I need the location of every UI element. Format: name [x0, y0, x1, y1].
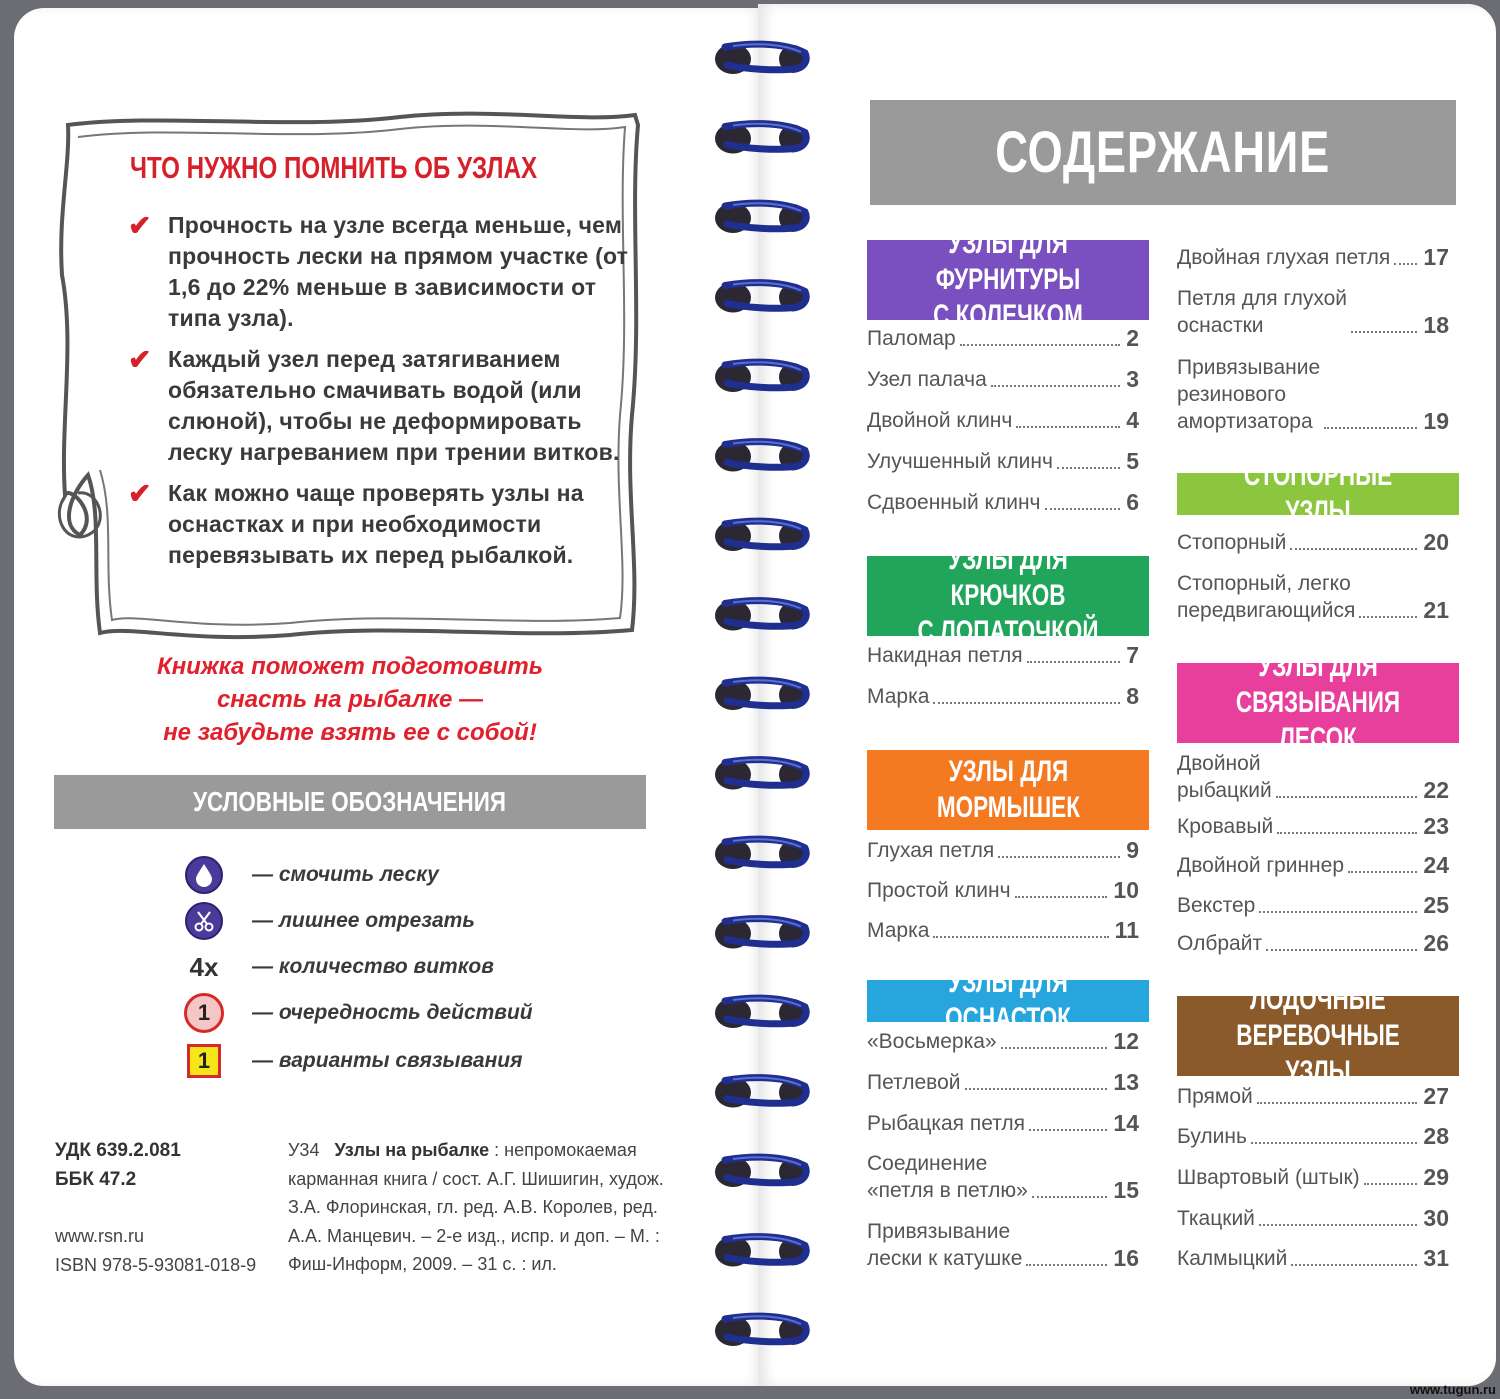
toc-entry-title: Марка — [867, 919, 930, 942]
toc-leader-dots — [960, 344, 1120, 346]
toc-entry[interactable] — [1177, 930, 1449, 957]
toc-page-number: 27 — [1423, 1083, 1449, 1109]
toc-entry-title: «Восьмерка» — [867, 1030, 997, 1053]
toc-leader-dots — [1027, 661, 1121, 663]
toc-page-number: 6 — [1126, 489, 1139, 515]
toc-entry[interactable] — [1177, 570, 1449, 624]
toc-leader-dots — [1324, 427, 1417, 429]
toc-entry-title: Сдвоенный клинч — [867, 491, 1041, 514]
toc-entry-title: Петля для глухой оснастки — [1177, 287, 1348, 337]
toc-entry[interactable] — [867, 683, 1139, 710]
remember-item: ✔ Прочность на узле всегда меньше, чем прочность лески на прямом участке (от 1,6 до 22% меньше в зависимости от типа узла). — [128, 210, 629, 331]
toc-entry[interactable] — [867, 325, 1139, 352]
toc-entry-title: Привязывание резинового амортизатора — [1177, 356, 1321, 433]
section-header: УЗЛЫ ДЛЯ ФУРНИТУРЫ С КОЛЕЧКОМ — [867, 240, 1149, 320]
toc-entry[interactable] — [867, 1069, 1139, 1096]
toc-entry-title: Векстер — [1177, 894, 1256, 917]
toc-page-number: 31 — [1423, 1245, 1449, 1271]
turns-count-icon: 4x — [189, 951, 219, 982]
toc-page-number: 3 — [1126, 366, 1139, 392]
toc-entry[interactable] — [867, 642, 1139, 669]
toc-entry-title: Двойной гриннер — [1177, 854, 1345, 877]
toc-leader-dots — [1351, 331, 1417, 333]
toc-leader-dots — [1257, 1102, 1418, 1104]
toc-entry[interactable] — [1177, 285, 1449, 339]
toc-page-number: 20 — [1423, 529, 1449, 555]
section-header: УЗЛЫ ДЛЯ СВЯЗЫВАНИЯ ЛЕСОК — [1177, 663, 1459, 743]
toc-entry[interactable] — [867, 1110, 1139, 1137]
contents-title: СОДЕРЖАНИЕ — [870, 100, 1456, 205]
toc-entry-title: Стопорный — [1177, 531, 1287, 554]
publisher-info: www.rsn.ru ISBN 978-5-93081-018-9 — [55, 1226, 257, 1275]
toc-page-number: 7 — [1126, 642, 1139, 668]
toc-leader-dots — [1032, 1196, 1108, 1198]
toc-leader-dots — [1290, 548, 1417, 550]
toc-entry[interactable] — [1177, 892, 1449, 919]
toc-entry[interactable] — [1177, 244, 1449, 271]
toc-page-number: 28 — [1423, 1123, 1449, 1149]
toc-leader-dots — [998, 856, 1120, 858]
toc-leader-dots — [965, 1088, 1108, 1090]
toc-page-number: 11 — [1114, 917, 1139, 943]
section-header: УЗЛЫ ДЛЯ КРЮЧКОВ С ЛОПАТОЧКОЙ — [867, 556, 1149, 636]
toc-entry-title: Привязывание лески к катушке — [867, 1220, 1023, 1270]
toc-entry[interactable] — [1177, 529, 1449, 556]
remember-list — [128, 210, 638, 581]
toc-leader-dots — [1348, 871, 1417, 873]
toc-page-number: 2 — [1126, 325, 1139, 351]
variant-icon: 1 — [187, 1044, 221, 1078]
toc-entry-title: Швартовый (штык) — [1177, 1166, 1360, 1189]
toc-leader-dots — [1016, 426, 1120, 428]
checkmark-icon: ✔ — [128, 478, 152, 509]
toc-page-number: 15 — [1113, 1177, 1139, 1203]
toc-entry-title: Двойной рыбацкий — [1177, 752, 1272, 802]
toc-leader-dots — [1364, 1183, 1418, 1185]
toc-entry-title: Улучшенный клинч — [867, 450, 1053, 473]
toc-entry-title: Накидная петля — [867, 644, 1023, 667]
toc-leader-dots — [1015, 896, 1108, 898]
section-header: УЗЛЫ ДЛЯ МОРМЫШЕК — [867, 750, 1149, 830]
toc-entry-title: Простой клинч — [867, 879, 1011, 902]
toc-leader-dots — [1001, 1047, 1108, 1049]
toc-leader-dots — [933, 702, 1120, 704]
toc-entry[interactable] — [1177, 750, 1449, 804]
toc-leader-dots — [1251, 1142, 1418, 1144]
toc-page-number: 4 — [1126, 407, 1139, 433]
toc-entry[interactable] — [867, 407, 1139, 434]
section-header: УЗЛЫ ДЛЯ ОСНАСТОК — [867, 980, 1149, 1022]
toc-entry[interactable] — [1177, 1205, 1449, 1232]
toc-entry[interactable] — [867, 877, 1139, 904]
toc-entry-title: Ткацкий — [1177, 1207, 1255, 1230]
bibliographic-record: У34 Узлы на рыбалке : непромокаемая карманная книга / сост. А.Г. Шишигин, худож. З.А. Флоринская, гл. ред. А.В. Королев, ред. А.А. Манцевич. – 2-е изд., испр. и доп. – М. : Фиш-Информ, 2009. – 31 с. : ил. — [288, 1140, 664, 1274]
toc-entry[interactable] — [867, 837, 1139, 864]
toc-page-number: 10 — [1113, 877, 1139, 903]
legend-header: УСЛОВНЫЕ ОБОЗНАЧЕНИЯ — [54, 775, 646, 829]
order-step-icon: 1 — [184, 993, 224, 1033]
toc-leader-dots — [1259, 1224, 1417, 1226]
toc-page-number: 18 — [1423, 312, 1449, 338]
promo-text: Книжка поможет подготовить снасть на рыбалке — не забудьте взять ее с собой! — [157, 653, 543, 746]
toc-page-number: 13 — [1113, 1069, 1139, 1095]
toc-entry-title: Рыбацкая петля — [867, 1112, 1026, 1135]
toc-entry[interactable] — [867, 1218, 1139, 1272]
toc-entry[interactable] — [1177, 354, 1449, 435]
toc-entry[interactable] — [867, 917, 1139, 944]
toc-entry[interactable] — [1177, 813, 1449, 840]
toc-entry-title: Кровавый — [1177, 815, 1274, 838]
toc-entry-title: Стопорный, легко передвигающийся — [1177, 572, 1356, 622]
toc-page-number: 30 — [1423, 1205, 1449, 1231]
toc-entry-title: Соединение «петля в петлю» — [867, 1152, 1028, 1202]
toc-page-number: 12 — [1113, 1028, 1139, 1054]
checkmark-icon: ✔ — [128, 344, 152, 375]
toc-entry[interactable] — [1177, 1164, 1449, 1191]
section-header: СТОПОРНЫЕ УЗЛЫ — [1177, 473, 1459, 515]
toc-entry[interactable] — [1177, 1123, 1449, 1150]
toc-entry[interactable] — [867, 366, 1139, 393]
toc-entry-title: Двойная глухая петля — [1177, 246, 1391, 269]
toc-page-number: 26 — [1423, 930, 1449, 956]
toc-page-number: 21 — [1423, 597, 1449, 623]
toc-page-number: 24 — [1423, 852, 1449, 878]
toc-entry-title: Петлевой — [867, 1071, 961, 1094]
legend-row: — смочить леску — [180, 855, 439, 895]
toc-entry-title: Паломар — [867, 327, 956, 350]
toc-leader-dots — [991, 385, 1120, 387]
toc-entry-title: Калмыцкий — [1177, 1247, 1288, 1270]
legend-row: 4x — количество витков — [189, 951, 494, 982]
legend-row: 1 — очередность действий — [180, 993, 533, 1033]
toc-entry[interactable] — [1177, 1083, 1449, 1110]
toc-page-number: 14 — [1113, 1110, 1139, 1136]
legend-row: — лишнее отрезать — [180, 901, 475, 941]
section-header: ЛОДОЧНЫЕ ВЕРЕВОЧНЫЕ УЗЛЫ — [1177, 996, 1459, 1076]
toc-leader-dots — [1057, 467, 1120, 469]
toc-page-number: 8 — [1126, 683, 1139, 709]
toc-entry-title: Марка — [867, 685, 930, 708]
toc-entry[interactable] — [1177, 852, 1449, 879]
toc-entry[interactable] — [1177, 1245, 1449, 1272]
water-drop-icon — [185, 856, 223, 894]
toc-page-number: 5 — [1126, 448, 1139, 474]
toc-entry[interactable] — [867, 489, 1139, 516]
toc-entry[interactable] — [867, 1150, 1139, 1204]
legend-row: 1 — варианты связывания — [180, 1041, 522, 1081]
watermark: www.tugun.ru — [1409, 1382, 1496, 1397]
scissors-icon — [185, 902, 223, 940]
toc-entry-title: Узел палача — [867, 368, 987, 391]
toc-entry-title: Прямой — [1177, 1085, 1253, 1108]
toc-leader-dots — [1394, 263, 1417, 265]
toc-leader-dots — [1359, 616, 1417, 618]
toc-page-number: 9 — [1126, 837, 1139, 863]
toc-page-number: 22 — [1423, 777, 1449, 803]
toc-entry-title: Глухая петля — [867, 839, 995, 862]
toc-leader-dots — [1291, 1264, 1417, 1266]
toc-page-number: 19 — [1423, 408, 1449, 434]
toc-leader-dots — [1029, 1129, 1107, 1131]
toc-entry[interactable] — [867, 448, 1139, 475]
toc-leader-dots — [1259, 911, 1417, 913]
toc-page-number: 25 — [1423, 892, 1449, 918]
remember-item: ✔ Каждый узел перед затягиванием обязательно смачивать водой (или слюной), чтобы не деформировать леску нагреванием при трении витков. — [128, 344, 620, 465]
toc-page-number: 29 — [1423, 1164, 1449, 1190]
remember-item: ✔ Как можно чаще проверять узлы на оснастках и при необходимости перевязывать их перед рыбалкой. — [128, 478, 584, 568]
toc-page-number: 17 — [1423, 244, 1449, 270]
classification-codes: УДК 639.2.081 ББК 47.2 — [55, 1140, 181, 1190]
toc-entry-title: Булинь — [1177, 1125, 1247, 1148]
spiral-binding — [705, 30, 815, 1370]
toc-entry-title: Двойной клинч — [867, 409, 1013, 432]
toc-leader-dots — [1026, 1264, 1107, 1266]
toc-leader-dots — [1266, 949, 1417, 951]
toc-page-number: 16 — [1113, 1245, 1139, 1271]
toc-leader-dots — [1045, 508, 1121, 510]
checkmark-icon: ✔ — [128, 210, 152, 241]
remember-title: ЧТО НУЖНО ПОМНИТЬ ОБ УЗЛАХ — [130, 150, 538, 185]
toc-page-number: 23 — [1423, 813, 1449, 839]
toc-entry-title: Олбрайт — [1177, 932, 1263, 955]
toc-entry[interactable] — [867, 1028, 1139, 1055]
toc-leader-dots — [1276, 796, 1418, 798]
toc-leader-dots — [933, 936, 1108, 938]
toc-leader-dots — [1277, 832, 1417, 834]
